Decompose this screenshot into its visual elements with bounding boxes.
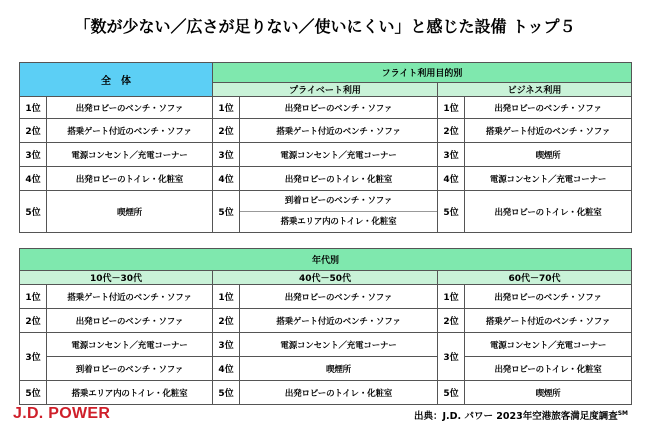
- rank-cell: 2位: [213, 119, 240, 143]
- table-row: [20, 309, 632, 333]
- private-item: 搭乗ゲート付近のベンチ・ソファ: [240, 119, 438, 143]
- table-row: [20, 381, 632, 405]
- rank-cell: 1位: [20, 97, 47, 119]
- private-item: 到着ロビーのベンチ・ソファ: [240, 191, 437, 212]
- age3-item: 搭乗ゲート付近のベンチ・ソファ: [465, 309, 632, 333]
- overall-item: 出発ロビーのトイレ・化粧室: [47, 167, 213, 191]
- table-row: [20, 167, 632, 191]
- business-header: ビジネス利用: [438, 83, 632, 97]
- age2-header: 40代－50代: [213, 271, 438, 285]
- rank-cell: 3位: [213, 143, 240, 167]
- rank-cell: 2位: [438, 309, 465, 333]
- age-group-table: [19, 248, 632, 405]
- rank-cell: 4位: [438, 167, 465, 191]
- table-row: [20, 143, 632, 167]
- jd-power-logo: J.D. POWER: [13, 405, 111, 422]
- rank-cell: 5位: [20, 191, 47, 233]
- rank-cell: 5位: [213, 381, 240, 405]
- source-note: [414, 408, 628, 422]
- age1-item: 出発ロビーのベンチ・ソファ: [47, 309, 213, 333]
- business-item: 搭乗ゲート付近のベンチ・ソファ: [465, 119, 632, 143]
- overall-item: 喫煙所: [47, 191, 213, 233]
- private-item: 出発ロビーのベンチ・ソファ: [240, 97, 438, 119]
- age2-item: 喫煙所: [240, 357, 438, 381]
- rank-cell: 3位: [438, 143, 465, 167]
- private-item: 電源コンセント／充電コーナー: [240, 143, 438, 167]
- rank-cell: 3位: [20, 333, 47, 381]
- rank-cell: 4位: [213, 357, 240, 381]
- table-row: [20, 97, 632, 119]
- source-text: 出典：J.D. パワー 2023年空港旅客満足度調査: [414, 411, 618, 422]
- overall-item: 出発ロビーのベンチ・ソファ: [47, 97, 213, 119]
- private-item-tie: [240, 191, 438, 233]
- age3-item: 喫煙所: [465, 381, 632, 405]
- rank-cell: 1位: [438, 97, 465, 119]
- table-row: [20, 285, 632, 309]
- table-row: [20, 357, 632, 381]
- age2-item: 電源コンセント／充電コーナー: [240, 333, 438, 357]
- table-row: [20, 191, 632, 233]
- rank-cell: 2位: [20, 119, 47, 143]
- age3-item: 電源コンセント／充電コーナー: [465, 333, 632, 357]
- rank-cell: 4位: [213, 167, 240, 191]
- business-item: 出発ロビーのベンチ・ソファ: [465, 97, 632, 119]
- rank-cell: 5位: [213, 191, 240, 233]
- rank-cell: 1位: [20, 285, 47, 309]
- age1-header: 10代－30代: [20, 271, 213, 285]
- rank-cell: 2位: [213, 309, 240, 333]
- private-item: 搭乗エリア内のトイレ・化粧室: [280, 217, 397, 227]
- age1-item: 電源コンセント／充電コーナー: [47, 333, 213, 357]
- age1-item: 搭乗エリア内のトイレ・化粧室: [47, 381, 213, 405]
- age3-item: 出発ロビーのベンチ・ソファ: [465, 285, 632, 309]
- business-item: 出発ロビーのトイレ・化粧室: [465, 191, 632, 233]
- age2-item: 搭乗ゲート付近のベンチ・ソファ: [240, 309, 438, 333]
- rank-cell: 1位: [438, 285, 465, 309]
- table-row: [20, 119, 632, 143]
- rank-cell: 5位: [438, 191, 465, 233]
- rank-cell: 2位: [20, 309, 47, 333]
- rank-cell: 4位: [20, 167, 47, 191]
- flight-purpose-header: フライト利用目的別: [213, 63, 632, 83]
- page-title: 「数が少ない／広さが足りない／使いにくい」と感じた設備 トップ５: [74, 17, 576, 36]
- business-item: 電源コンセント／充電コーナー: [465, 167, 632, 191]
- age3-header: 60代－70代: [438, 271, 632, 285]
- overall-item: 搭乗ゲート付近のベンチ・ソファ: [47, 119, 213, 143]
- age1-item: 搭乗ゲート付近のベンチ・ソファ: [47, 285, 213, 309]
- business-item: 喫煙所: [465, 143, 632, 167]
- private-header: プライベート利用: [213, 83, 438, 97]
- rank-cell: 3位: [20, 143, 47, 167]
- age2-item: 出発ロビーのベンチ・ソファ: [240, 285, 438, 309]
- age2-item: 出発ロビーのトイレ・化粧室: [240, 381, 438, 405]
- age-group-header: 年代別: [20, 249, 632, 271]
- rank-cell: 1位: [213, 97, 240, 119]
- private-item: 出発ロビーのトイレ・化粧室: [240, 167, 438, 191]
- rank-cell: 5位: [438, 381, 465, 405]
- table-row: [20, 333, 632, 357]
- overall-header: 全 体: [20, 63, 213, 97]
- rank-cell: 3位: [213, 333, 240, 357]
- rank-cell: 5位: [20, 381, 47, 405]
- age1-item: 到着ロビーのベンチ・ソファ: [47, 357, 213, 381]
- rank-cell: 2位: [438, 119, 465, 143]
- overall-item: 電源コンセント／充電コーナー: [47, 143, 213, 167]
- age3-item: 出発ロビーのトイレ・化粧室: [465, 357, 632, 381]
- service-mark: SM: [617, 409, 628, 417]
- overall-and-purpose-table: [19, 62, 632, 233]
- rank-cell: 1位: [213, 285, 240, 309]
- rank-cell: 3位: [438, 333, 465, 381]
